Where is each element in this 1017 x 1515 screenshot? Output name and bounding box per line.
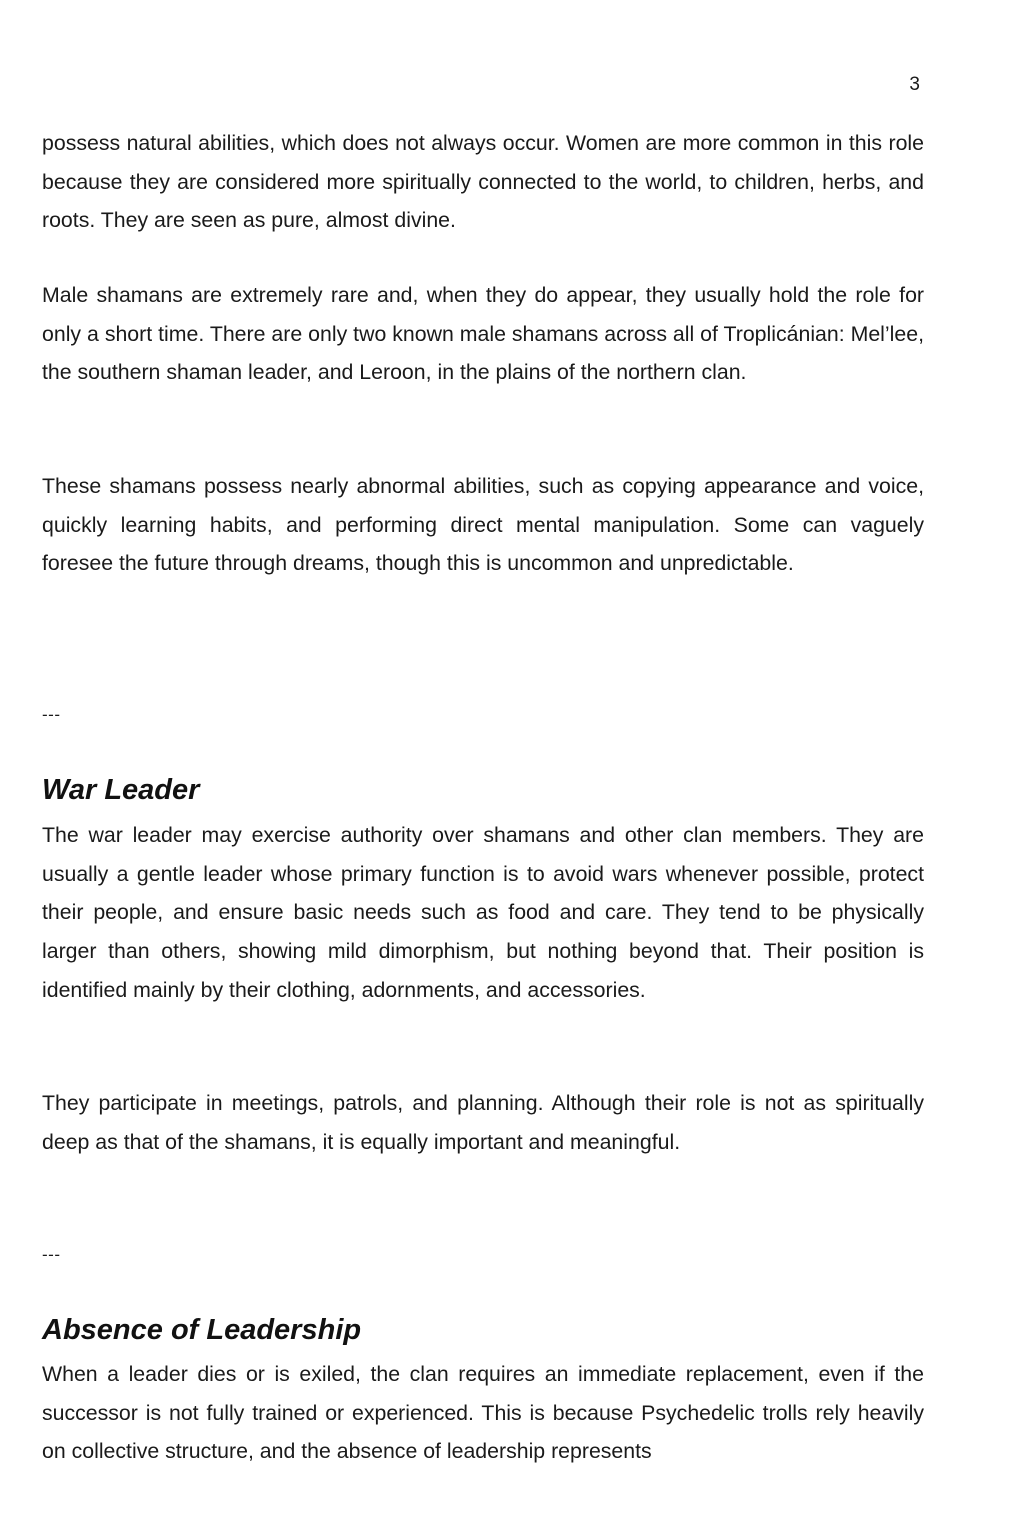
section-separator: --- xyxy=(42,1245,61,1264)
heading-war-leader: War Leader xyxy=(42,774,200,806)
paragraph-male-shamans: Male shamans are extremely rare and, when they do appear, they usually hold the role for only a short time. There are only two known male shamans across all of Troplicánian: Mel’lee, the southern shaman leader, and Leroon, in the plains of the northern clan. xyxy=(42,283,924,385)
heading-absence-of-leadership: Absence of Leadership xyxy=(42,1314,362,1346)
paragraph-shaman-abilities-continued: possess natural abilities, which does not always occur. Women are more common in this role because they are considered more spiritually connected to the world, to children, herbs, and roots. They are seen as pure, almost divine. xyxy=(42,131,924,233)
paragraph-war-leader-duties: They participate in meetings, patrols, and planning. Although their role is not as spiritually deep as that of the shamans, it is equally important and meaningful. xyxy=(42,1091,924,1154)
paragraph-absence-of-leadership: When a leader dies or is exiled, the clan requires an immediate replacement, even if the successor is not fully trained or experienced. This is because Psychedelic trolls rely heavily on collective structure, and the absence of leadership represents xyxy=(42,1362,924,1464)
page-number: 3 xyxy=(909,74,920,95)
section-separator: --- xyxy=(42,705,61,724)
paragraph-shaman-powers: These shamans possess nearly abnormal abilities, such as copying appearance and voice, quickly learning habits, and performing direct mental manipulation. Some can vaguely foresee the future through dreams, though this is uncommon and unpredictable. xyxy=(42,474,924,576)
paragraph-war-leader-role: The war leader may exercise authority over shamans and other clan members. They are usually a gentle leader whose primary function is to avoid wars whenever possible, protect their people, and ensure basic needs such as food and care. They tend to be physically larger than others, showing mild dimorphism, but nothing beyond that. Their position is identified mainly by their clothing, adornments, and accessories. xyxy=(42,823,924,1002)
